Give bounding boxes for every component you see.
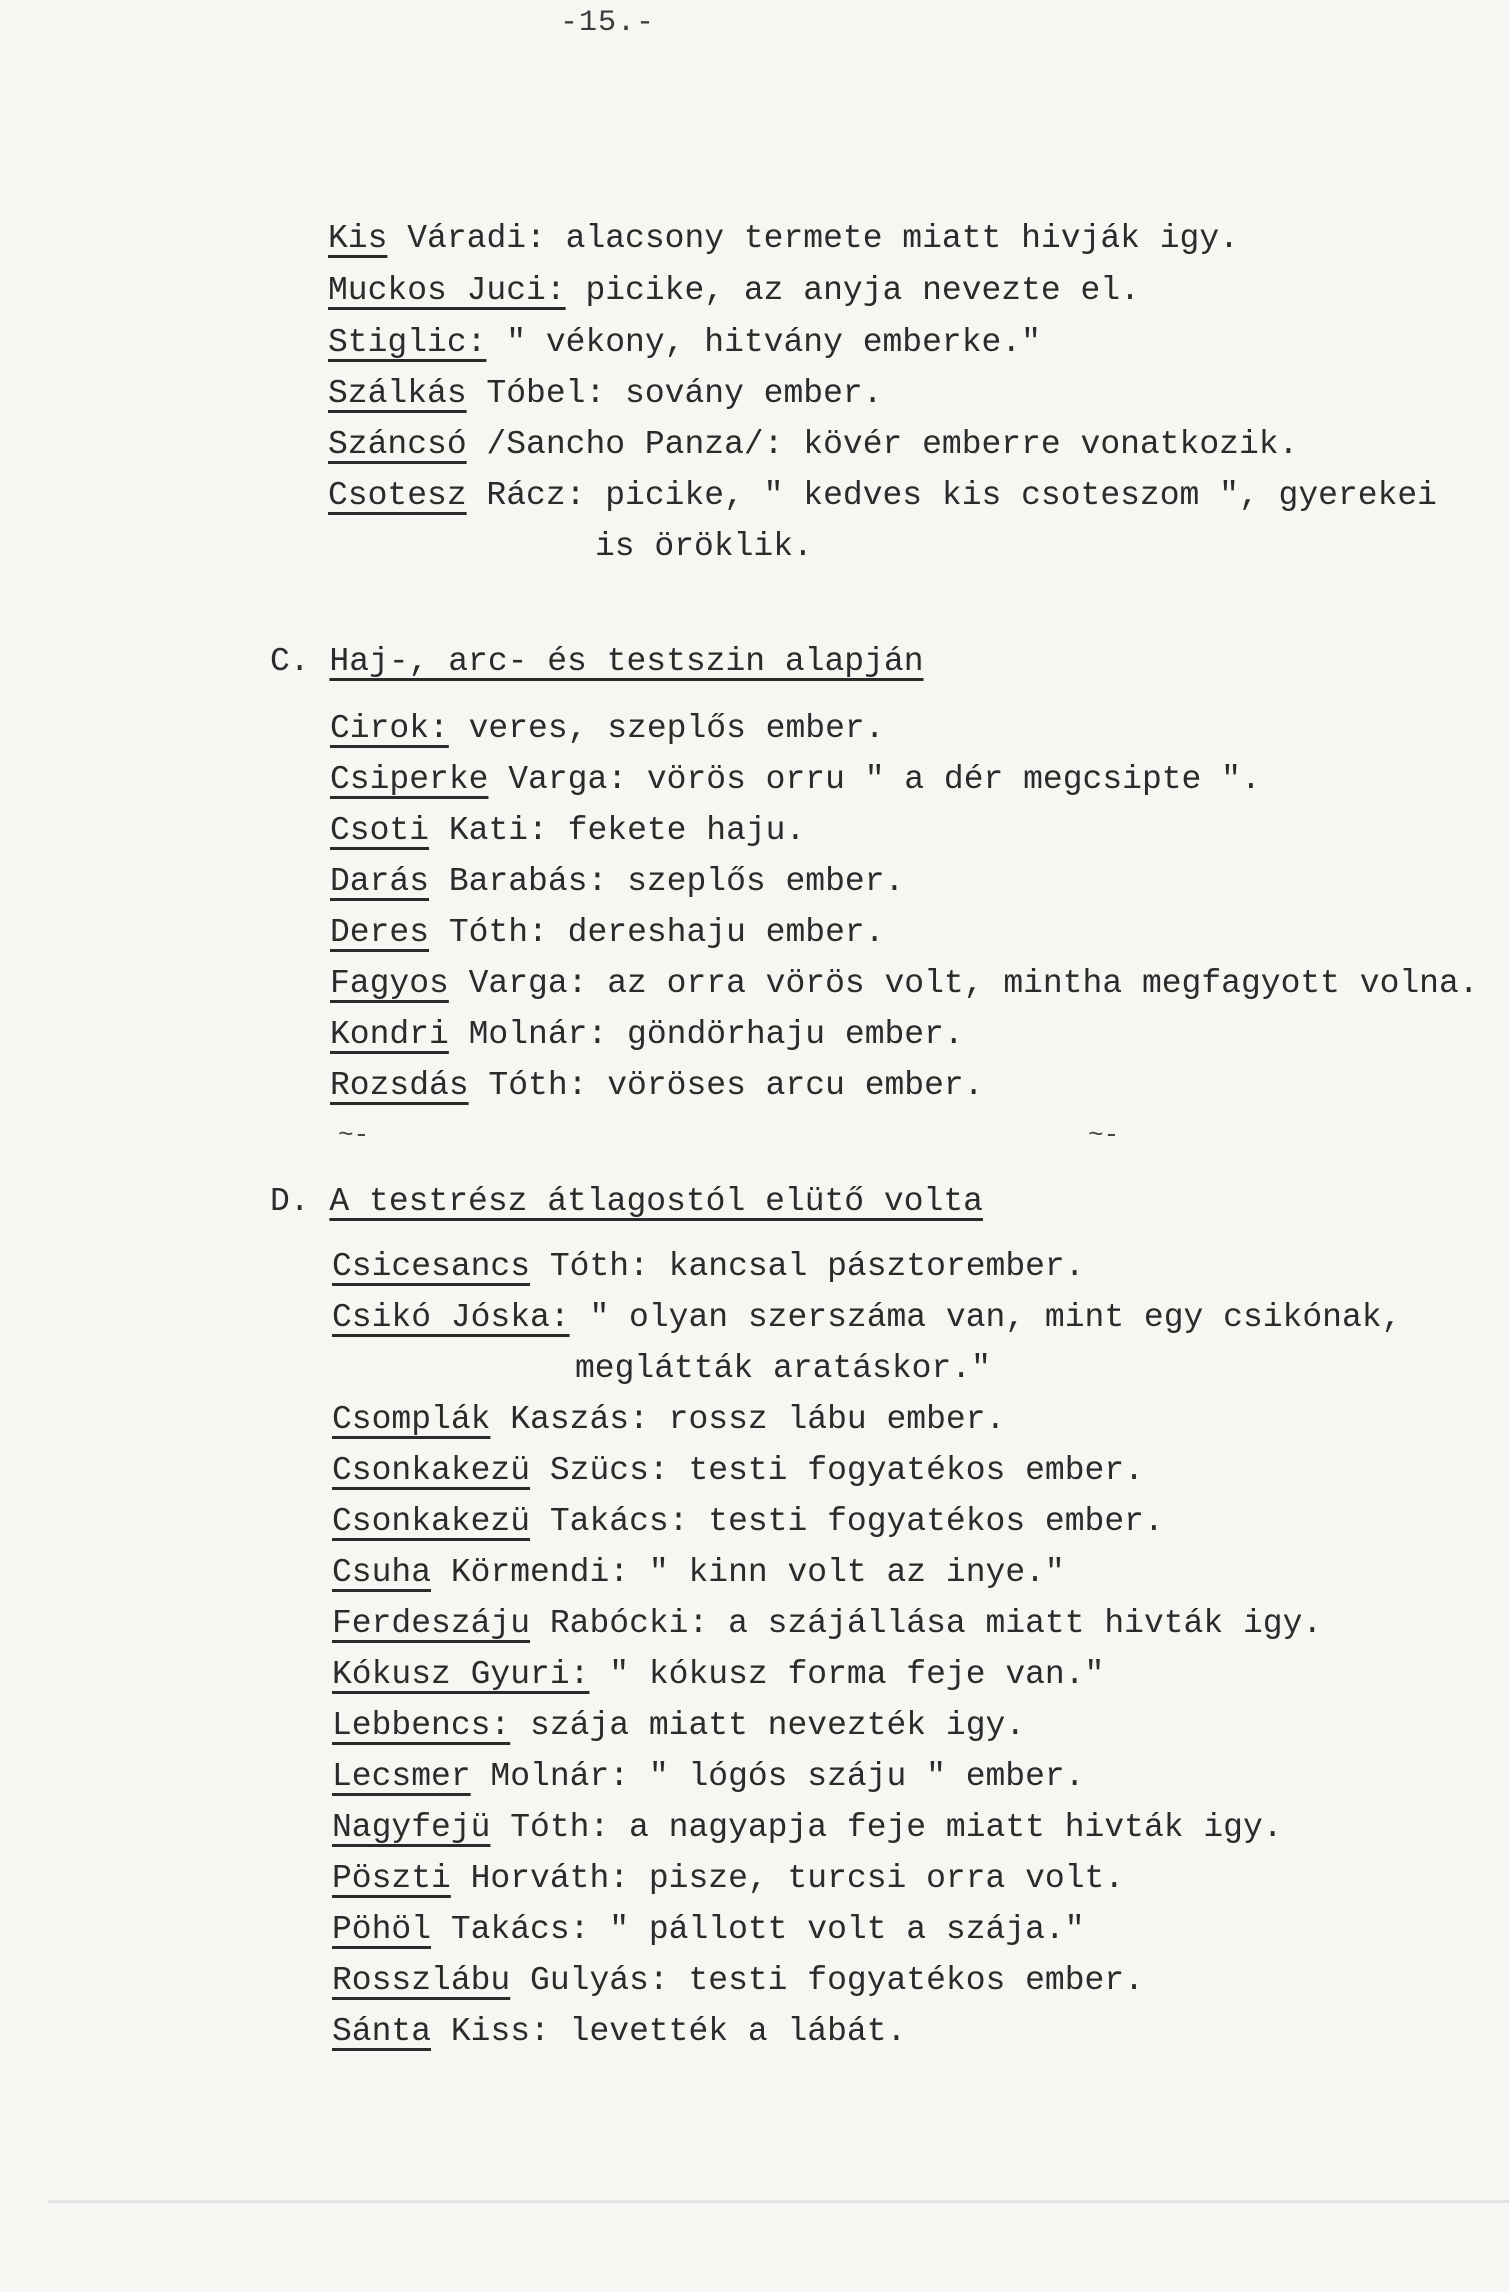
nickname-term: Nagyfejü xyxy=(332,1809,491,1846)
nickname-term: Szálkás xyxy=(328,375,467,412)
nickname-explanation: " olyan szerszáma van, mint egy csikónak, xyxy=(569,1299,1402,1336)
nickname-explanation: Tóth: vöröses arcu ember. xyxy=(468,1067,984,1104)
nickname-term: Csotesz xyxy=(328,477,467,514)
list-item xyxy=(332,1811,1283,1844)
nickname-explanation: " kókusz forma feje van." xyxy=(589,1656,1105,1693)
nickname-explanation: Varga: vörös orru " a dér megcsipte ". xyxy=(488,761,1261,798)
section-d-heading xyxy=(270,1185,983,1218)
list-item xyxy=(332,1862,1124,1895)
nickname-term: Cirok: xyxy=(330,710,449,747)
list-item xyxy=(328,222,1239,255)
nickname-explanation: szája miatt nevezték igy. xyxy=(510,1707,1026,1744)
nickname-term: Csoti xyxy=(330,812,430,849)
nickname-explanation: Tóth: kancsal pásztorember. xyxy=(530,1248,1085,1285)
nickname-explanation: Tóbel: sovány ember. xyxy=(466,375,883,412)
nickname-explanation: Szücs: testi fogyatékos ember. xyxy=(530,1452,1144,1489)
nickname-explanation: Váradi: alacsony termete miatt hivják igy. xyxy=(387,220,1239,257)
nickname-term: Lecsmer xyxy=(332,1758,471,1795)
nickname-term: Kis xyxy=(328,220,388,257)
list-item xyxy=(328,326,1041,359)
list-item xyxy=(332,1760,1085,1793)
page-number: -15.- xyxy=(560,6,656,40)
list-item xyxy=(328,274,1140,307)
nickname-term: Fagyos xyxy=(330,965,449,1002)
nickname-term: Pöszti xyxy=(332,1860,451,1897)
separator-mark: ~- xyxy=(1088,1120,1120,1150)
list-item xyxy=(328,479,1437,512)
list-item xyxy=(330,1069,984,1102)
list-item xyxy=(332,1250,1085,1283)
list-item xyxy=(332,1403,1005,1436)
nickname-explanation: Rácz: picike, " kedves kis csoteszom ", gyerekei xyxy=(466,477,1437,514)
nickname-explanation: veres, szeplős ember. xyxy=(448,710,885,747)
nickname-explanation: Horváth: pisze, turcsi orra volt. xyxy=(450,1860,1125,1897)
nickname-explanation: Rabócki: a szájállása miatt hivták igy. xyxy=(530,1605,1323,1642)
list-item xyxy=(332,2015,906,2048)
nickname-term: Csuha xyxy=(332,1554,432,1591)
list-item xyxy=(330,763,1261,796)
nickname-term: Deres xyxy=(330,914,430,951)
nickname-explanation: Kati: fekete haju. xyxy=(429,812,806,849)
list-item xyxy=(328,377,883,410)
list-item xyxy=(332,1454,1144,1487)
list-item xyxy=(330,916,885,949)
list-item-continuation: is öröklik. xyxy=(595,528,813,565)
nickname-term: Ferdeszáju xyxy=(332,1605,531,1642)
scan-edge-line xyxy=(48,2200,1509,2203)
nickname-term: Csonkakezü xyxy=(332,1452,531,1489)
nickname-term: Rozsdás xyxy=(330,1067,469,1104)
nickname-term: Száncsó xyxy=(328,426,467,463)
nickname-term: Kondri xyxy=(330,1016,449,1053)
nickname-term: Pöhöl xyxy=(332,1911,432,1948)
list-item xyxy=(332,1913,1085,1946)
nickname-term: Csonkakezü xyxy=(332,1503,531,1540)
nickname-explanation: Molnár: " lógós száju " ember. xyxy=(470,1758,1085,1795)
list-item xyxy=(332,1964,1144,1997)
nickname-term: Csomplák xyxy=(332,1401,491,1438)
nickname-term: Muckos Juci: xyxy=(328,272,566,309)
nickname-explanation: picike, az anyja nevezte el. xyxy=(565,272,1140,309)
nickname-explanation: Kiss: levették a lábát. xyxy=(431,2013,907,2050)
nickname-explanation: Körmendi: " kinn volt az inye." xyxy=(431,1554,1065,1591)
nickname-explanation: " vékony, hitvány emberke." xyxy=(486,324,1041,361)
nickname-explanation: meglátták aratáskor." xyxy=(575,1350,991,1387)
list-item xyxy=(332,1505,1164,1538)
list-item xyxy=(330,814,805,847)
list-item xyxy=(332,1709,1025,1742)
nickname-explanation: Molnár: göndörhaju ember. xyxy=(448,1016,964,1053)
section-label: D. xyxy=(270,1183,310,1220)
section-title: A testrész átlagostól elütő volta xyxy=(329,1183,983,1220)
section-label: C. xyxy=(270,643,310,680)
list-item xyxy=(330,865,904,898)
list-item xyxy=(330,1018,964,1051)
nickname-term: Csiperke xyxy=(330,761,489,798)
section-title: Haj-, arc- és testszin alapján xyxy=(329,643,924,680)
list-item xyxy=(332,1301,1401,1334)
list-item xyxy=(332,1658,1104,1691)
list-item-continuation xyxy=(575,1352,991,1385)
nickname-explanation: Takács: " pállott volt a szája." xyxy=(431,1911,1085,1948)
nickname-explanation: Kaszás: rossz lábu ember. xyxy=(490,1401,1006,1438)
list-item xyxy=(330,712,885,745)
nickname-term: Kókusz Gyuri: xyxy=(332,1656,590,1693)
nickname-term: Stiglic: xyxy=(328,324,487,361)
list-item xyxy=(328,428,1298,461)
nickname-explanation: Barabás: szeplős ember. xyxy=(429,863,905,900)
nickname-explanation: Takács: testi fogyatékos ember. xyxy=(530,1503,1164,1540)
nickname-explanation: Varga: az orra vörös volt, mintha megfagyott volna. xyxy=(448,965,1479,1002)
nickname-explanation: Gulyás: testi fogyatékos ember. xyxy=(510,1962,1144,1999)
list-item xyxy=(332,1556,1065,1589)
nickname-explanation: Tóth: dereshaju ember. xyxy=(429,914,885,951)
nickname-term: Darás xyxy=(330,863,430,900)
nickname-term: Lebbencs: xyxy=(332,1707,511,1744)
section-c-heading xyxy=(270,645,924,678)
nickname-term: Csicesancs xyxy=(332,1248,531,1285)
separator-mark: ~- xyxy=(338,1120,370,1150)
list-item xyxy=(330,967,1479,1000)
nickname-term: Sánta xyxy=(332,2013,432,2050)
list-item xyxy=(332,1607,1322,1640)
nickname-explanation: /Sancho Panza/: kövér emberre vonatkozik. xyxy=(466,426,1299,463)
nickname-explanation: Tóth: a nagyapja feje miatt hivták igy. xyxy=(490,1809,1283,1846)
nickname-term: Csikó Jóska: xyxy=(332,1299,570,1336)
nickname-term: Rosszlábu xyxy=(332,1962,511,1999)
